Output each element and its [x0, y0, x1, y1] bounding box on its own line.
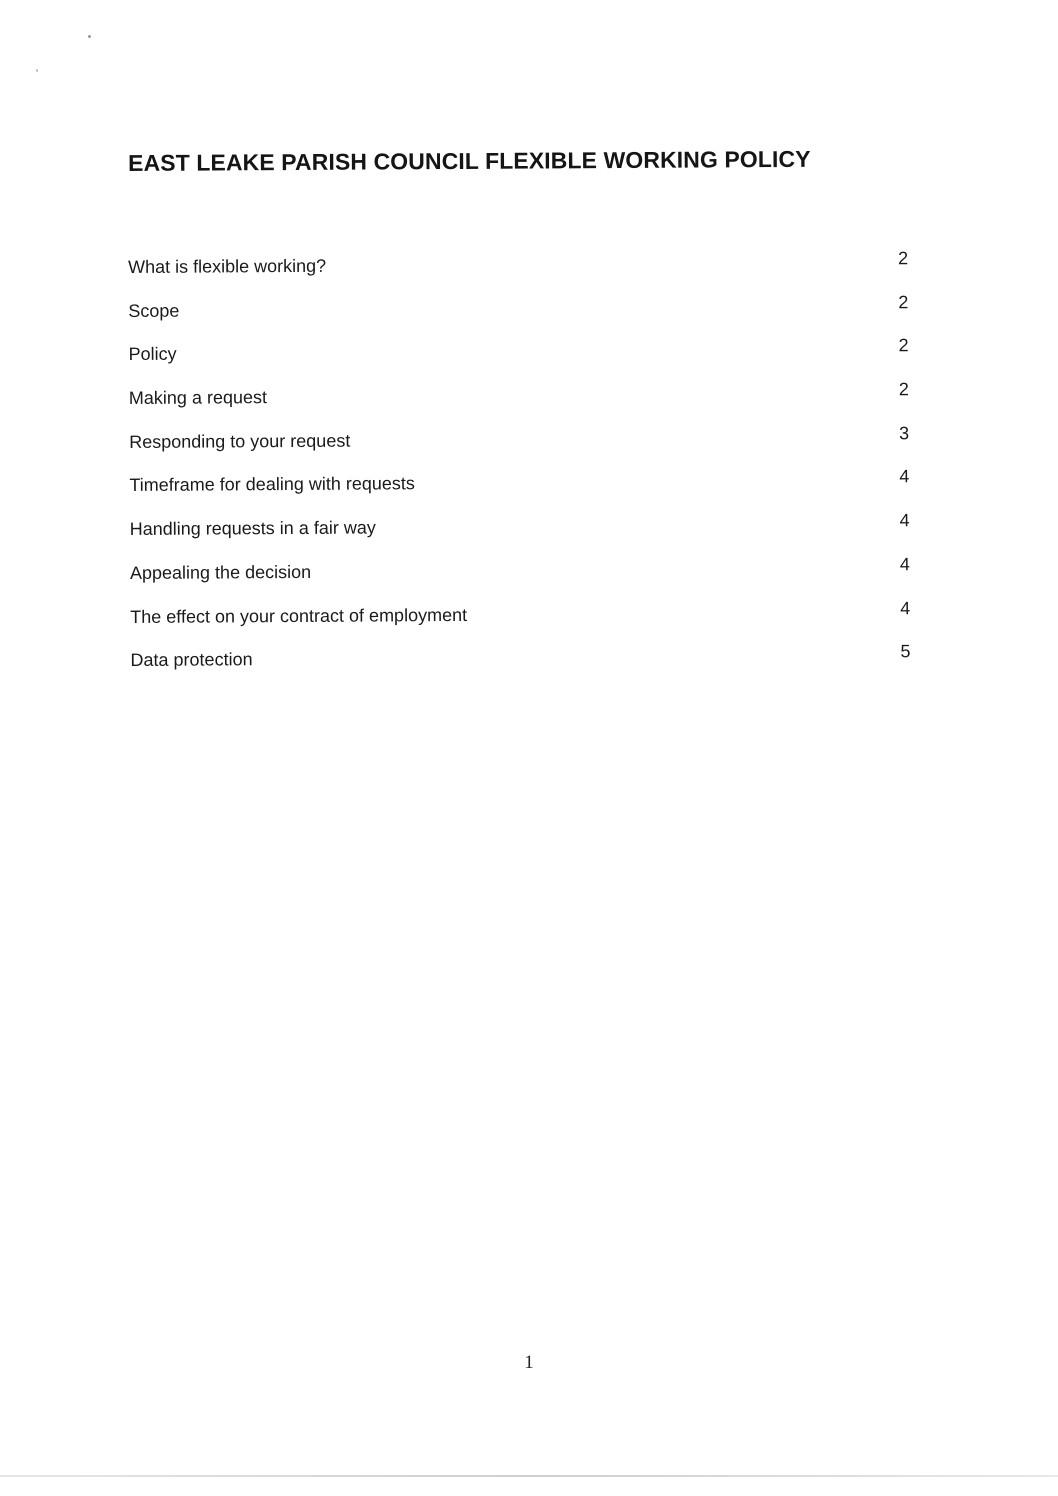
- toc-entry-label: Policy: [128, 344, 177, 365]
- toc-entry-label: Scope: [128, 300, 180, 321]
- toc-entry-label: Data protection: [130, 649, 253, 671]
- toc-entry-label: Handling requests in a fair way: [129, 517, 376, 540]
- toc-entry-page: 2: [897, 248, 909, 269]
- scan-edge-line: [0, 1475, 1058, 1477]
- toc-entry[interactable]: [129, 336, 909, 384]
- toc-entry-page: 3: [899, 422, 910, 444]
- toc-entry-page: 2: [898, 335, 909, 356]
- toc-entry[interactable]: [129, 423, 909, 471]
- toc-entry-page: 4: [899, 510, 910, 531]
- toc-entry[interactable]: [130, 641, 910, 689]
- toc-entry-label: Appealing the decision: [129, 561, 312, 583]
- toc-entry-label: What is flexible working?: [128, 255, 327, 277]
- toc-entry-label: The effect on your contract of employment: [130, 604, 468, 627]
- toc-entry[interactable]: [130, 598, 910, 646]
- toc-entry-page: 4: [899, 554, 910, 575]
- toc-entry-label: Responding to your request: [129, 430, 351, 452]
- toc-entry[interactable]: [129, 379, 909, 427]
- toc-entry-page: 4: [900, 597, 911, 618]
- toc-entry[interactable]: [130, 510, 910, 558]
- scan-speck: [88, 35, 91, 38]
- toc-entry[interactable]: [128, 292, 908, 340]
- toc-entry[interactable]: [130, 554, 910, 602]
- scan-speck: [36, 69, 38, 72]
- toc-entry-label: Making a request: [128, 387, 268, 409]
- toc-entry-page: 5: [900, 641, 911, 662]
- document-title: EAST LEAKE PARISH COUNCIL FLEXIBLE WORKING POLICY: [128, 145, 811, 176]
- toc-entry[interactable]: [129, 467, 909, 515]
- toc-entry-page: 2: [898, 379, 909, 400]
- toc-entry-label: Timeframe for dealing with requests: [129, 473, 415, 496]
- table-of-contents: [128, 248, 911, 690]
- page-number: 1: [524, 1352, 534, 1373]
- toc-entry-page: 2: [898, 291, 909, 312]
- toc-entry-page: 4: [899, 466, 910, 487]
- toc-entry[interactable]: [128, 248, 908, 296]
